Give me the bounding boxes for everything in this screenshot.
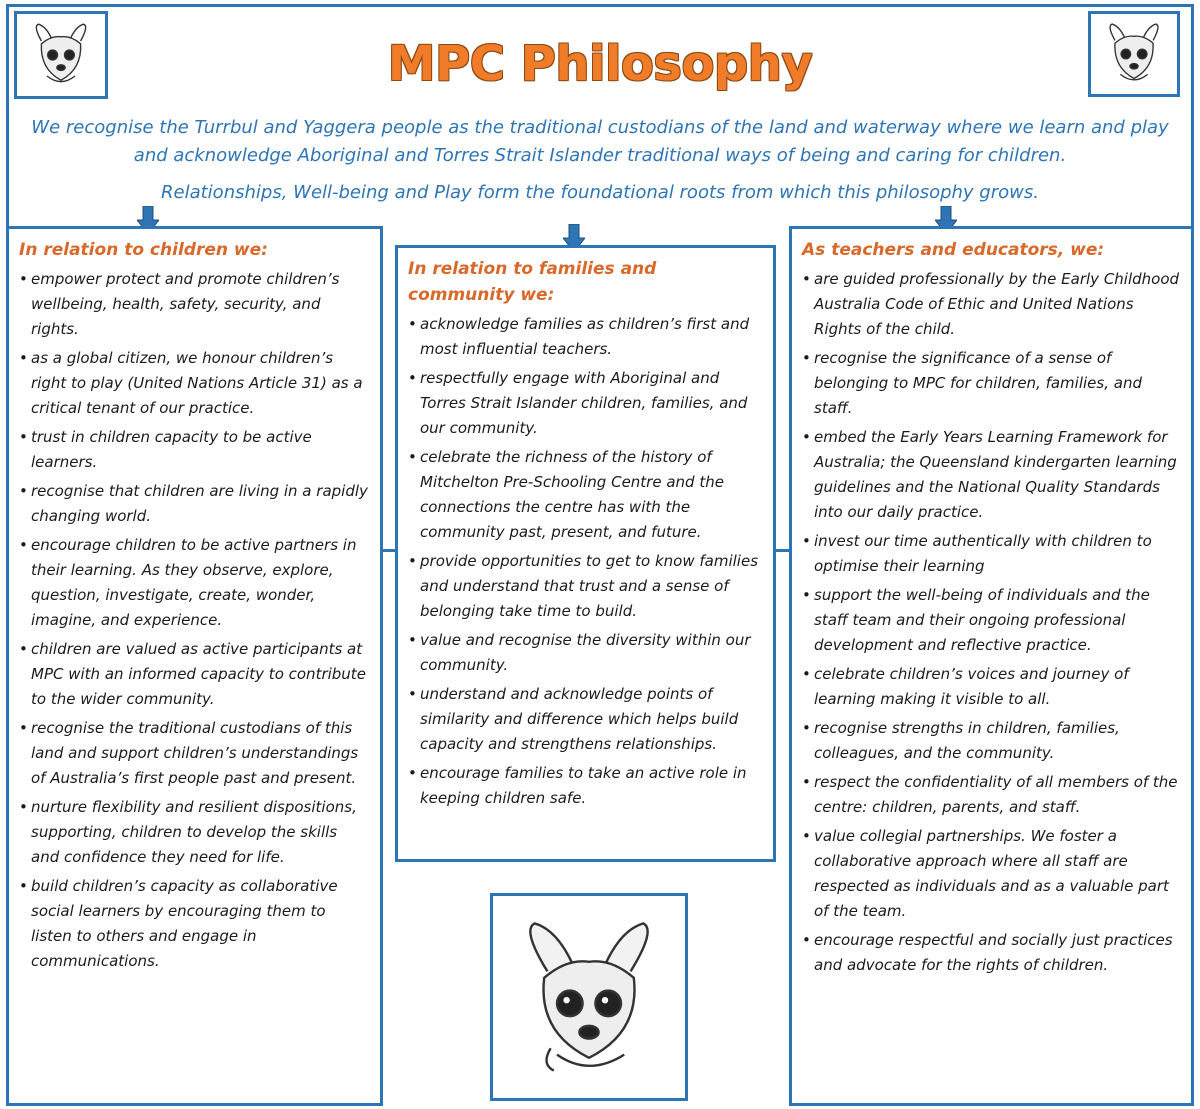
list-item: • provide opportunities to get to know families and understand that trust and a sense of belonging take time to build. — [408, 549, 763, 624]
list-item: • respectfully engage with Aboriginal and Torres Strait Islander children, families, and our community. — [408, 366, 763, 441]
list-item: • encourage families to take an active role in keeping children safe. — [408, 761, 763, 811]
children-column — [6, 226, 383, 1106]
list-item: • celebrate children’s voices and journey of learning making it visible to all. — [802, 662, 1181, 712]
list-item: • celebrate the richness of the history of Mitchelton Pre-Schooling Centre and the connections the centre has with the community past, present, and future. — [408, 445, 763, 545]
list-item: • build children’s capacity as collaborative social learners by encouraging them to listen to others and engage in communications. — [19, 874, 370, 974]
list-item: • encourage respectful and socially just practices and advocate for the rights of children. — [802, 928, 1181, 978]
teachers-list — [802, 267, 1181, 978]
list-item: • empower protect and promote children’s wellbeing, health, safety, security, and rights. — [19, 267, 370, 342]
list-item: • recognise the significance of a sense of belonging to MPC for children, families, and staff. — [802, 346, 1181, 421]
list-item: • trust in children capacity to be active learners. — [19, 425, 370, 475]
possum-sketch-icon — [509, 917, 669, 1077]
list-item: • children are valued as active participants at MPC with an informed capacity to contribute to the wider community. — [19, 637, 370, 712]
list-item: • understand and acknowledge points of similarity and difference which helps build capacity and strengthens relationships. — [408, 682, 763, 757]
list-item: • value collegial partnerships. We foster a collaborative approach where all staff are respected as individuals and as a valuable part of the team. — [802, 824, 1181, 924]
list-item: • are guided professionally by the Early Childhood Australia Code of Ethic and United Nations Rights of the child. — [802, 267, 1181, 342]
list-item: • embed the Early Years Learning Framework for Australia; the Queensland kindergarten learning guidelines and the National Quality Standards into our daily practice. — [802, 425, 1181, 525]
list-item: • acknowledge families as children’s first and most influential teachers. — [408, 312, 763, 362]
children-heading: In relation to children we: — [19, 240, 268, 260]
list-item: • value and recognise the diversity within our community. — [408, 628, 763, 678]
families-heading: In relation to families and community we: — [408, 259, 657, 305]
list-item: • recognise strengths in children, families, colleagues, and the community. — [802, 716, 1181, 766]
list-item: • invest our time authentically with children to optimise their learning — [802, 529, 1181, 579]
teachers-heading: As teachers and educators, we: — [802, 240, 1105, 260]
families-list — [408, 312, 763, 811]
list-item: • as a global citizen, we honour children’s right to play (United Nations Article 31) as a critical tenant of our practice. — [19, 346, 370, 421]
families-column — [395, 245, 776, 862]
children-list — [19, 267, 370, 974]
list-item: • support the well-being of individuals and the staff team and their ongoing professional development and reflective practice. — [802, 583, 1181, 658]
list-item: • encourage children to be active partners in their learning. As they observe, explore, question, investigate, create, wonder, imagine, and experience. — [19, 533, 370, 633]
list-item: • recognise that children are living in a rapidly changing world. — [19, 479, 370, 529]
list-item: • recognise the traditional custodians of this land and support children’s understandings of Australia’s first people past and present. — [19, 716, 370, 791]
list-item: • nurture flexibility and resilient dispositions, supporting, children to develop the skills and confidence they need for life. — [19, 795, 370, 870]
teachers-column — [789, 226, 1194, 1106]
roots-statement: Relationships, Well-being and Play form the foundational roots from which this philosophy grows. — [161, 182, 1039, 203]
acknowledgement-text: We recognise the Turrbul and Yaggera people as the traditional custodians of the land and waterway where we learn and play and acknowledge Aboriginal and Torres Strait Islander traditional ways of being and caring for children. — [31, 117, 1169, 166]
page-title: MPC Philosophy — [387, 36, 813, 92]
list-item: • respect the confidentiality of all members of the centre: children, parents, and staff. — [802, 770, 1181, 820]
bottom-icon-box — [490, 893, 688, 1101]
